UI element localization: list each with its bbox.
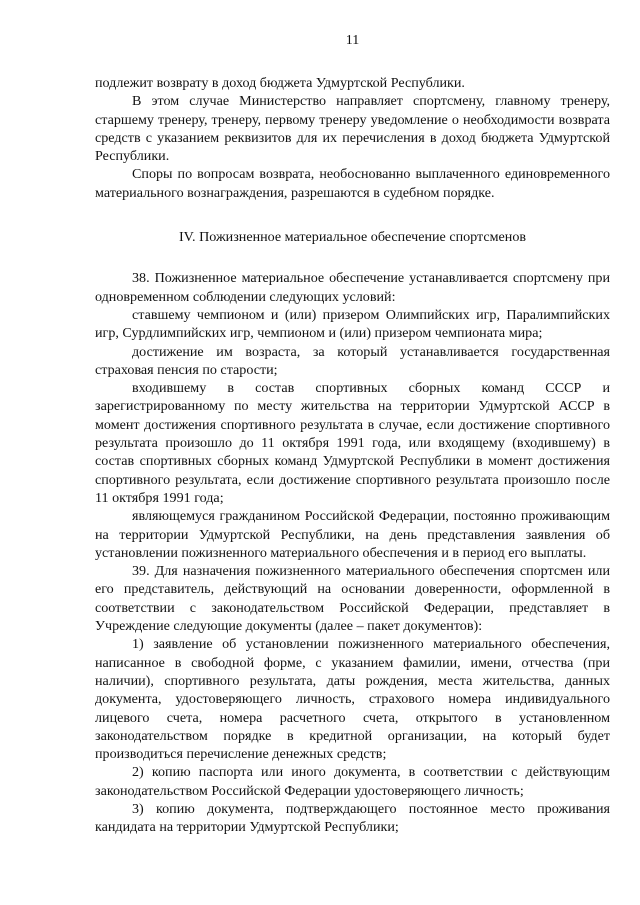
paragraph: ставшему чемпионом и (или) призером Олимпийских игр, Паралимпийских игр, Сурдлимпийских игр, чемпионом и (или) призером чемпионата мира; — [95, 306, 610, 342]
paragraph: 2) копию паспорта или иного документа, в соответствии с действующим законодательством Российской Федерации удостоверяющего личность; — [95, 764, 610, 799]
paragraph: входившему в состав спортивных сборных команд СССР и зарегистрированному по месту жительства на территории Удмуртской АССР в момент достижения спортивного результата в случае, если достижение спортивного результата произошло до 11 октября 1991 года, или входящему (входившему) в состав спортивных сборных команд Удмуртской Республики в момент достижения спортивного результата, если достижение спортивного результата произошло после 11 октября 1991 года; — [95, 380, 610, 506]
paragraph: 38. Пожизненное материальное обеспечение устанавливается спортсмену при одновременном соблюдении следующих условий: — [95, 270, 610, 305]
paragraph: Споры по вопросам возврата, необоснованно выплаченного единовременного материального вознаграждения, разрешаются в судебном порядке. — [95, 166, 610, 201]
paragraph: подлежит возврату в доход бюджета Удмуртской Республики. — [95, 75, 465, 91]
paragraph: являющемуся гражданином Российской Федерации, постоянно проживающим на территории Удмуртской Республики, на день представления заявления об установлении пожизненного материального обеспечения и в период его выплаты. — [95, 508, 610, 561]
section-heading: IV. Пожизненное материальное обеспечение спортсменов — [178, 229, 527, 246]
document-page — [95, 32, 610, 837]
paragraph: 3) копию документа, подтверждающего постоянное место проживания кандидата на территории Удмуртской Республики; — [95, 800, 610, 836]
paragraph: В этом случае Министерство направляет спортсмену, главному тренеру, старшему тренеру, тренеру, первому тренеру уведомление о необходимости возврата средств с указанием реквизитов для их перечисления в доход бюджета Удмуртской Республики. — [95, 93, 610, 165]
paragraph: 1) заявление об установлении пожизненного материального обеспечения, написанное в свободной форме, с указанием фамилии, имени, отчества (при наличии), спортивного результата, даты рождения, места жительства, данных документа, удостоверяющего личность, страхового номера индивидуального лицевого счета, номера расчетного счета, открытого в установленном законодательством порядке в кредитной организации, на который будет производиться перечисление денежных средств; — [95, 636, 610, 763]
page-number: 11 — [345, 33, 360, 48]
paragraph: 39. Для назначения пожизненного материального обеспечения спортсмен или его представитель, действующий на основании доверенности, оформленной в соответствии с законодательством Российской Федерации, представляет в Учреждение следующие документы (далее – пакет документов): — [95, 563, 610, 635]
paragraph: достижение им возраста, за который устанавливается государственная страховая пенсия по старости; — [95, 343, 610, 378]
